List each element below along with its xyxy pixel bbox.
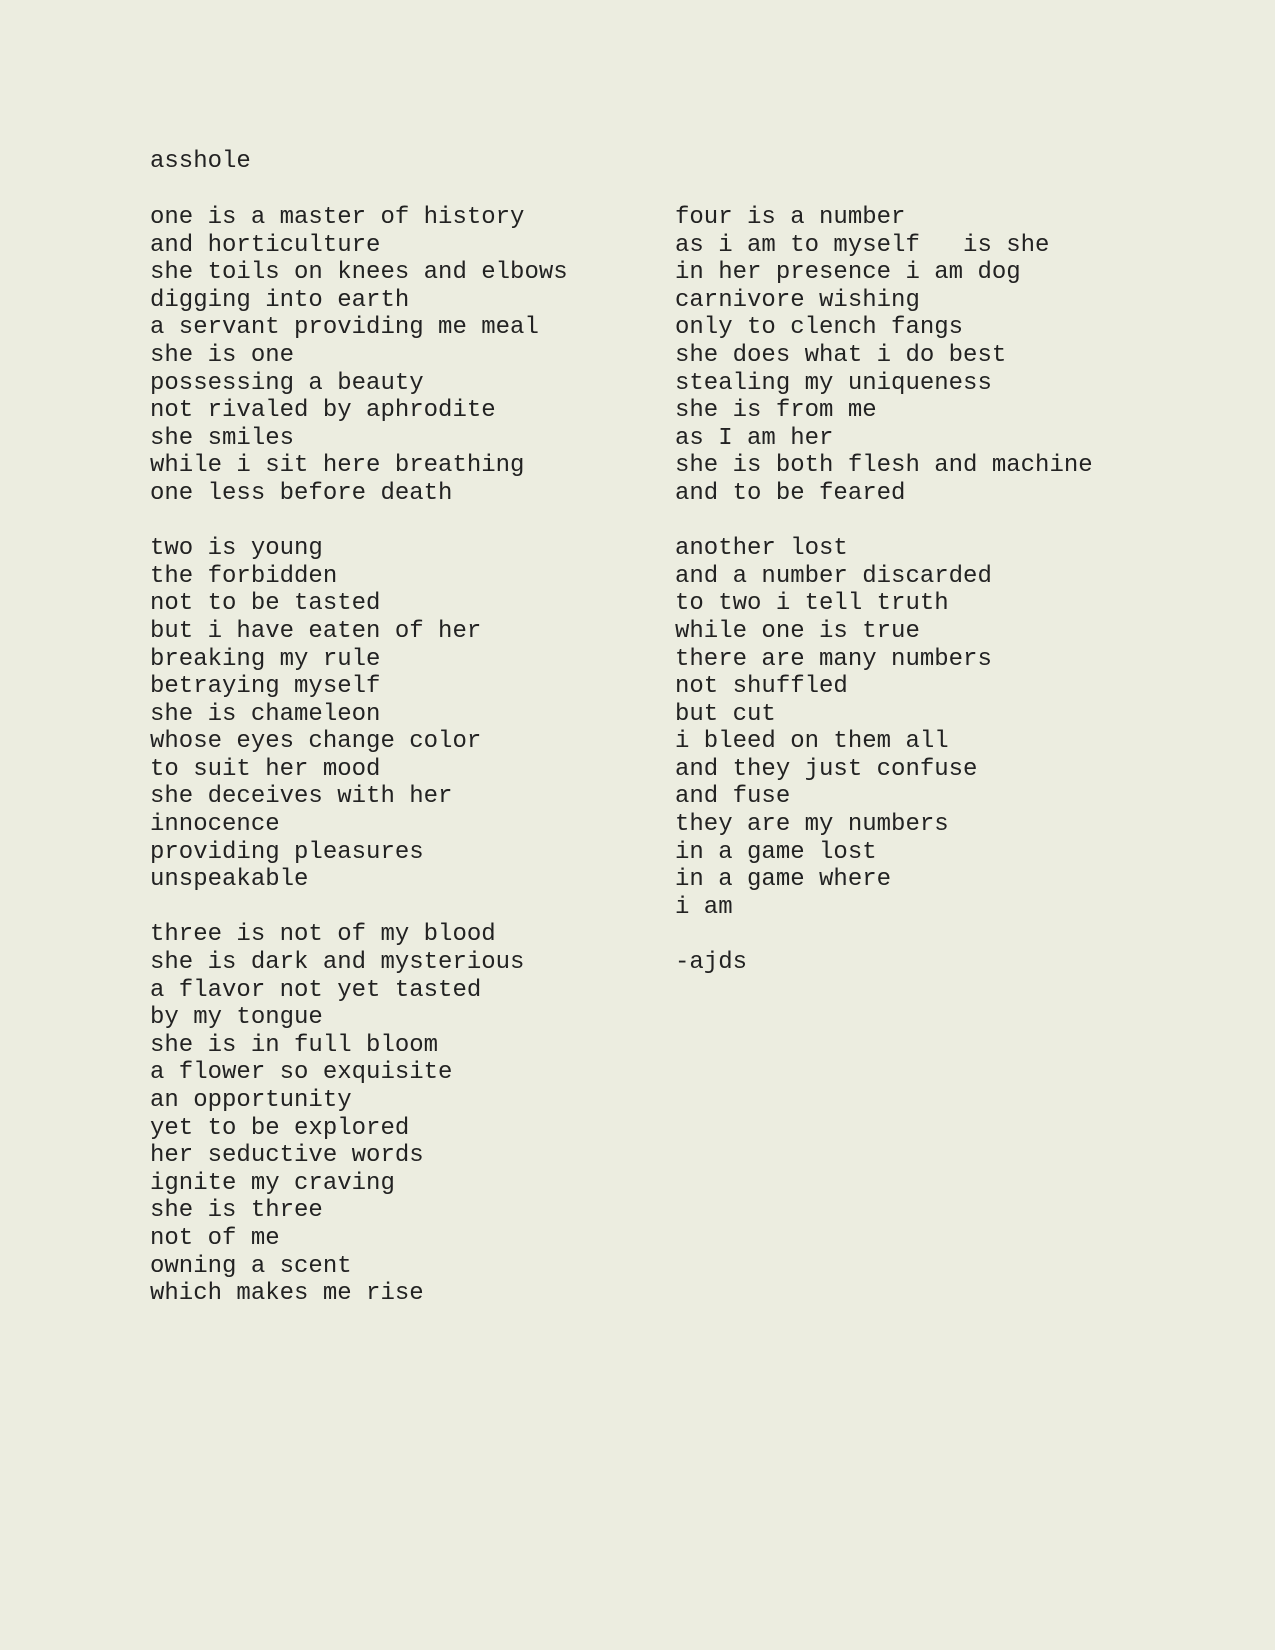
poem-line: while one is true [675,617,920,645]
poem-line: one is a master of history [150,204,525,231]
stanza-three [150,921,650,1307]
stanza-one [150,204,650,508]
poem-line: digging into earth [150,286,410,314]
poem-line: i bleed on them all [675,728,949,756]
poem-line: as I am her [675,424,834,452]
poem-line: not shuffled [675,673,848,701]
poem-line: she is one [150,341,295,369]
poem-line: a flower so exquisite [150,1059,453,1087]
poem-line: and horticulture [150,231,381,259]
poem-line: she smiles [150,424,295,452]
poem-line: she is both flesh and machine [675,452,1093,480]
poem-left-column [150,204,650,1335]
poem-line: owning a scent [150,1252,352,1280]
poem-line: but cut [675,700,776,728]
stanza-five [675,535,1235,921]
poem-line: a flavor not yet tasted [150,976,482,1004]
poem-line: innocence [150,811,280,839]
poem-line: not of me [150,1224,280,1252]
poem-line: possessing a beauty [150,369,424,397]
poem-line: unspeakable [150,866,309,894]
poem-line: by my tongue [150,1004,323,1032]
poem-right-column [675,204,1235,977]
poem-line: in her presence i am dog [675,259,1021,287]
poem-line: while i sit here breathing [150,452,525,480]
poem-line: in a game where [675,866,892,894]
poem-line: not to be tasted [150,590,381,618]
poem-line: she deceives with her [150,783,453,811]
poem-line: her seductive words [150,1142,424,1170]
poem-line: but i have eaten of her [150,617,482,645]
poem-line: breaking my rule [150,645,381,673]
stanza-four [675,204,1235,508]
poem-title: asshole [150,148,251,175]
poem-line: and a number discarded [675,562,992,590]
poem-line: and they just confuse [675,755,978,783]
poem-line: providing pleasures [150,838,424,866]
poem-line: she is in full bloom [150,1031,439,1059]
poem-line: a servant providing me meal [150,314,539,342]
poem-line: she is chameleon [150,700,381,728]
poem-line: ignite my craving [150,1169,395,1197]
poem-line: stealing my uniqueness [675,369,992,397]
poem-line: she is from me [675,397,877,425]
poem-line: they are my numbers [675,811,949,839]
poem-line: she toils on knees and elbows [150,259,568,287]
poem-line: as i am to myself is she [675,231,1050,259]
poem-line: only to clench fangs [675,314,964,342]
poem-line: to two i tell truth [675,590,949,618]
author-signature: -ajds [675,949,748,977]
poem-line: betraying myself [150,673,381,701]
poem-line: and to be feared [675,479,906,507]
poem-line: there are many numbers [675,645,992,673]
poem-line: to suit her mood [150,755,381,783]
poem-line: four is a number [675,204,906,231]
poem-line: not rivaled by aphrodite [150,397,496,425]
stanza-two [150,535,650,894]
poem-line: she does what i do best [675,341,1007,369]
poem-line: she is dark and mysterious [150,949,525,977]
poem-line: three is not of my blood [150,921,496,949]
poem-line: i am [675,893,733,921]
poem-line: which makes me rise [150,1280,424,1308]
poem-line: an opportunity [150,1087,352,1114]
poem-line: another lost [675,535,848,563]
poem-line: she is three [150,1197,323,1225]
poem-line: and fuse [675,783,791,811]
poem-line: two is young [150,535,323,563]
poem-line: the forbidden [150,562,338,590]
poem-line: in a game lost [675,838,877,866]
poem-line: whose eyes change color [150,728,482,756]
poem-line: carnivore wishing [675,286,920,314]
poem-line: one less before death [150,479,453,507]
poem-line: yet to be explored [150,1114,410,1142]
